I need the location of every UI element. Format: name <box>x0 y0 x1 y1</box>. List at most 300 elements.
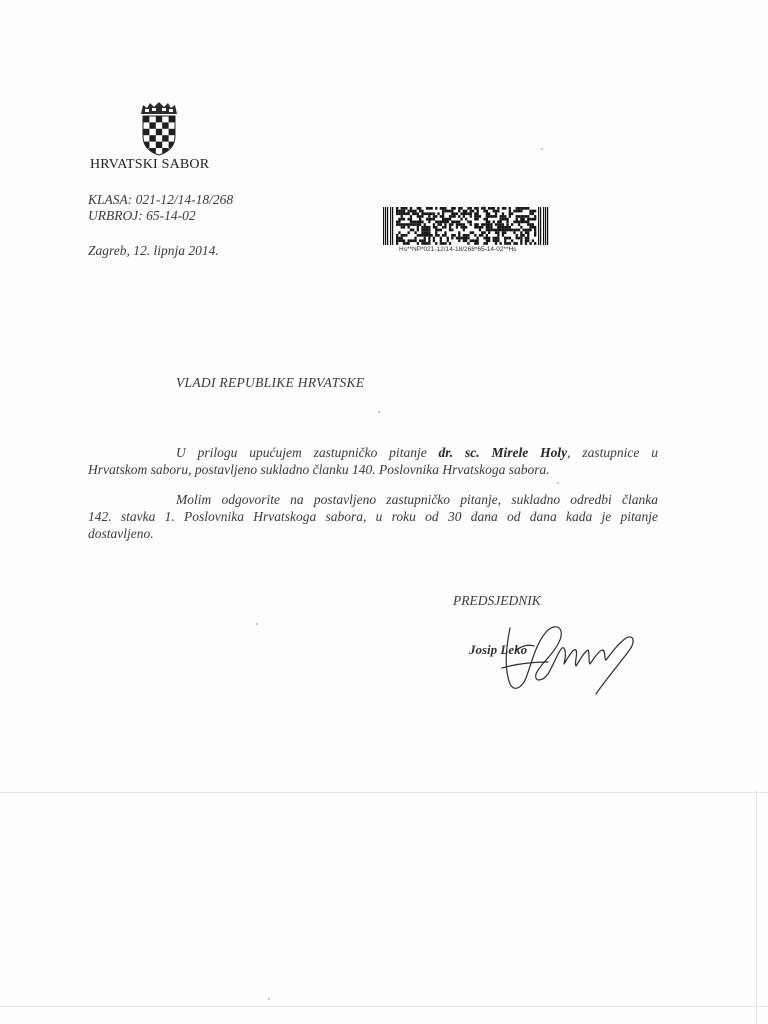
barcode-module <box>500 242 502 245</box>
barcode-module <box>454 215 456 218</box>
barcode-module <box>493 239 495 242</box>
barcode-module <box>479 234 481 237</box>
barcode-module <box>458 215 460 218</box>
barcode-module <box>424 229 426 232</box>
barcode-module <box>490 215 492 218</box>
barcode-module <box>449 215 451 218</box>
barcode-module <box>419 207 421 210</box>
barcode-module <box>414 223 416 226</box>
barcode-module <box>523 221 525 224</box>
barcode-module <box>444 218 446 221</box>
barcode-module <box>518 210 520 213</box>
barcode-module <box>444 234 446 237</box>
barcode-module <box>451 234 453 237</box>
paragraph-line <box>88 444 658 461</box>
barcode-module <box>511 239 513 242</box>
barcode-module <box>511 229 513 232</box>
barcode-module <box>477 210 479 213</box>
barcode-module <box>511 223 513 226</box>
barcode-module <box>500 229 502 232</box>
barcode-module <box>444 223 446 226</box>
barcode-module <box>408 242 410 245</box>
barcode-module <box>488 226 490 229</box>
barcode-module <box>435 229 437 232</box>
barcode-module <box>479 229 481 232</box>
barcode-module <box>518 223 520 226</box>
barcode-module <box>495 215 497 218</box>
barcode-module <box>428 212 430 215</box>
barcode-module <box>410 218 412 221</box>
barcode-module <box>513 231 515 234</box>
barcode-module <box>529 229 531 232</box>
barcode-module <box>474 223 476 226</box>
barcode-module <box>444 242 446 245</box>
barcode-module <box>424 212 426 215</box>
barcode-module <box>520 226 522 229</box>
barcode-module <box>424 239 426 242</box>
barcode-module <box>449 242 451 245</box>
barcode-module <box>419 215 421 218</box>
barcode-module <box>488 223 490 226</box>
barcode-module <box>481 231 483 234</box>
barcode-module <box>403 212 405 215</box>
barcode-module <box>488 221 490 224</box>
barcode-module <box>472 210 474 213</box>
barcode-module <box>506 226 508 229</box>
barcode-module <box>486 237 488 240</box>
barcode-module <box>451 229 453 232</box>
barcode-module <box>396 234 398 237</box>
barcode-bar <box>540 207 541 245</box>
barcode-module <box>486 210 488 213</box>
barcode-module <box>502 212 504 215</box>
barcode-module <box>532 210 534 213</box>
barcode-module <box>401 215 403 218</box>
barcode-module <box>500 221 502 224</box>
barcode-module <box>460 226 462 229</box>
barcode-module <box>502 215 504 218</box>
barcode-module <box>417 234 419 237</box>
barcode-module <box>460 237 462 240</box>
barcode-module <box>523 234 525 237</box>
barcode-module <box>502 218 504 221</box>
barcode-module <box>509 215 511 218</box>
barcode-module <box>424 223 426 226</box>
barcode-module <box>527 237 529 240</box>
barcode-module <box>525 239 527 242</box>
barcode-module <box>500 215 502 218</box>
barcode-module <box>525 215 527 218</box>
barcode-module <box>463 215 465 218</box>
barcode-module <box>497 229 499 232</box>
barcode-module <box>509 229 511 232</box>
barcode-module <box>518 215 520 218</box>
barcode-module <box>493 229 495 232</box>
barcode-module <box>495 210 497 213</box>
barcode-module <box>396 239 398 242</box>
barcode-module <box>401 234 403 237</box>
barcode-module <box>437 223 439 226</box>
barcode-module <box>488 212 490 215</box>
barcode-module <box>509 207 511 210</box>
barcode-module <box>502 226 504 229</box>
barcode-module <box>504 237 506 240</box>
barcode-module <box>405 223 407 226</box>
barcode-module <box>463 239 465 242</box>
barcode-caption: Hs**NP*021-12/14-18/268*65-14-02**Hs <box>399 246 517 253</box>
barcode-module <box>470 223 472 226</box>
barcode-module <box>470 210 472 213</box>
barcode-module <box>421 229 423 232</box>
barcode-module <box>414 239 416 242</box>
body-paragraph-2 <box>88 491 658 542</box>
barcode-module <box>410 229 412 232</box>
barcode-module <box>437 234 439 237</box>
barcode-module <box>490 207 492 210</box>
barcode-module <box>479 226 481 229</box>
body-text: , zastupnice u <box>567 445 658 460</box>
barcode-module <box>520 221 522 224</box>
barcode-module <box>502 234 504 237</box>
barcode-module <box>417 212 419 215</box>
barcode-module <box>488 237 490 240</box>
barcode-module <box>520 210 522 213</box>
barcode-module <box>398 210 400 213</box>
barcode-bar <box>392 207 393 245</box>
barcode-module <box>470 212 472 215</box>
barcode-module <box>433 215 435 218</box>
barcode-module <box>474 215 476 218</box>
barcode-module <box>502 223 504 226</box>
barcode-module <box>502 207 504 210</box>
barcode-module <box>396 210 398 213</box>
barcode-module <box>403 242 405 245</box>
barcode-module <box>444 231 446 234</box>
barcode-module <box>477 239 479 242</box>
barcode-module <box>410 239 412 242</box>
barcode-module <box>451 212 453 215</box>
barcode-module <box>414 221 416 224</box>
barcode-module <box>437 221 439 224</box>
barcode-module <box>408 212 410 215</box>
barcode-module <box>403 218 405 221</box>
barcode-module <box>477 207 479 210</box>
barcode-module <box>458 210 460 213</box>
barcode-module <box>447 218 449 221</box>
body-text: U prilogu upućujem zastupničko pitanje <box>176 445 439 460</box>
barcode-bar <box>538 207 539 245</box>
barcode-module <box>467 237 469 240</box>
barcode-module <box>405 234 407 237</box>
barcode-module <box>456 237 458 240</box>
issuer-name: HRVATSKI SABOR <box>90 157 210 172</box>
barcode-module <box>442 210 444 213</box>
barcode-module <box>520 234 522 237</box>
paragraph-line: dostavljeno. <box>88 526 154 541</box>
barcode-module <box>426 234 428 237</box>
barcode-module <box>527 239 529 242</box>
barcode-bar <box>390 207 391 245</box>
barcode-module <box>437 229 439 232</box>
barcode-module <box>527 234 529 237</box>
barcode-module <box>449 229 451 232</box>
barcode-module <box>401 237 403 240</box>
barcode-module <box>520 207 522 210</box>
barcode-module <box>525 229 527 232</box>
barcode-module <box>529 218 531 221</box>
barcode-module <box>424 234 426 237</box>
barcode-module <box>465 237 467 240</box>
barcode-bar <box>547 207 548 245</box>
barcode-module <box>481 207 483 210</box>
barcode-module <box>497 231 499 234</box>
barcode-module <box>493 207 495 210</box>
barcode-module <box>500 226 502 229</box>
barcode-module <box>500 218 502 221</box>
barcode-module <box>433 237 435 240</box>
barcode-module <box>454 212 456 215</box>
barcode-module <box>516 207 518 210</box>
barcode-module <box>408 231 410 234</box>
barcode-bar <box>385 207 386 245</box>
barcode-module <box>467 234 469 237</box>
barcode-module <box>426 226 428 229</box>
barcode-module <box>529 242 531 245</box>
barcode-module <box>509 212 511 215</box>
barcode-module <box>417 207 419 210</box>
barcode-module <box>470 215 472 218</box>
barcode-module <box>433 218 435 221</box>
barcode-module <box>419 218 421 221</box>
barcode-module <box>398 237 400 240</box>
barcode-module <box>440 215 442 218</box>
klasa-reference: KLASA: 021-12/14-18/268 <box>88 192 234 207</box>
barcode-module <box>488 215 490 218</box>
barcode-module <box>516 229 518 232</box>
barcode-module <box>421 221 423 224</box>
barcode-module <box>493 237 495 240</box>
barcode-module <box>428 221 430 224</box>
barcode-module <box>467 212 469 215</box>
barcode-module <box>426 207 428 210</box>
barcode-module <box>408 218 410 221</box>
barcode-module <box>408 226 410 229</box>
barcode-module <box>401 218 403 221</box>
barcode-module <box>495 237 497 240</box>
barcode-module <box>424 242 426 245</box>
barcode-module <box>442 212 444 215</box>
barcode-module <box>470 221 472 224</box>
barcode-module <box>474 242 476 245</box>
barcode-module <box>463 237 465 240</box>
barcode-module <box>520 242 522 245</box>
barcode-module <box>467 207 469 210</box>
barcode-module <box>451 223 453 226</box>
barcode-module <box>488 231 490 234</box>
barcode-module <box>520 215 522 218</box>
barcode-module <box>463 229 465 232</box>
scan-speck <box>557 482 559 484</box>
barcode-module <box>506 221 508 224</box>
barcode-module <box>506 223 508 226</box>
barcode-module <box>440 223 442 226</box>
barcode-module <box>424 226 426 229</box>
barcode-module <box>419 210 421 213</box>
recipient: VLADI REPUBLIKE HRVATSKE <box>176 375 365 390</box>
barcode-module <box>403 223 405 226</box>
barcode-module <box>451 207 453 210</box>
barcode-module <box>403 207 405 210</box>
barcode-module <box>417 223 419 226</box>
barcode-module <box>477 237 479 240</box>
barcode-module <box>417 229 419 232</box>
barcode-module <box>405 212 407 215</box>
barcode-module <box>516 234 518 237</box>
handwritten-signature <box>496 608 646 700</box>
barcode-module <box>426 229 428 232</box>
barcode-module <box>532 239 534 242</box>
barcode-module <box>410 207 412 210</box>
barcode-module <box>486 229 488 232</box>
barcode-module <box>447 210 449 213</box>
barcode-module <box>465 218 467 221</box>
barcode-module <box>483 231 485 234</box>
barcode-module <box>442 226 444 229</box>
barcode-module <box>518 207 520 210</box>
barcode-module <box>414 231 416 234</box>
barcode-module <box>495 212 497 215</box>
barcode-module <box>440 242 442 245</box>
barcode-module <box>440 207 442 210</box>
barcode-module <box>401 210 403 213</box>
barcode-module <box>421 212 423 215</box>
barcode-module <box>534 215 536 218</box>
barcode-module <box>463 212 465 215</box>
barcode-module <box>419 234 421 237</box>
barcode-module <box>426 218 428 221</box>
barcode-module <box>495 223 497 226</box>
barcode-module <box>458 207 460 210</box>
barcode-module <box>474 207 476 210</box>
barcode-module <box>488 229 490 232</box>
barcode-module <box>424 231 426 234</box>
barcode-module <box>426 231 428 234</box>
barcode-module <box>421 242 423 245</box>
barcode-module <box>463 210 465 213</box>
barcode-module <box>414 237 416 240</box>
barcode-module <box>534 229 536 232</box>
barcode-module <box>444 226 446 229</box>
barcode-module <box>506 242 508 245</box>
signatory-name: Josip Leko <box>469 642 528 657</box>
barcode-module <box>486 221 488 224</box>
barcode-module <box>440 229 442 232</box>
barcode-module <box>525 242 527 245</box>
barcode-module <box>486 212 488 215</box>
barcode-module <box>470 239 472 242</box>
barcode-module <box>414 210 416 213</box>
barcode-module <box>412 239 414 242</box>
barcode-module <box>403 210 405 213</box>
barcode-module <box>435 215 437 218</box>
barcode-module <box>454 207 456 210</box>
barcode-module <box>401 226 403 229</box>
barcode-module <box>460 223 462 226</box>
barcode-module <box>401 239 403 242</box>
barcode-module <box>474 226 476 229</box>
barcode-module <box>513 229 515 232</box>
barcode-module <box>481 226 483 229</box>
barcode-module <box>467 221 469 224</box>
barcode-module <box>396 237 398 240</box>
barcode-module <box>504 226 506 229</box>
barcode-module <box>467 242 469 245</box>
barcode-module <box>477 226 479 229</box>
barcode-module <box>493 215 495 218</box>
barcode-module <box>421 234 423 237</box>
barcode-module <box>417 226 419 229</box>
body-paragraph-1 <box>88 444 658 478</box>
barcode-module <box>401 212 403 215</box>
barcode-module <box>451 210 453 213</box>
barcode-module <box>520 218 522 221</box>
barcode-module <box>442 221 444 224</box>
barcode-module <box>398 218 400 221</box>
barcode-module <box>442 215 444 218</box>
barcode-module <box>497 210 499 213</box>
barcode-module <box>424 237 426 240</box>
barcode-module <box>426 242 428 245</box>
barcode-module <box>520 237 522 240</box>
barcode-module <box>465 210 467 213</box>
barcode-module <box>398 239 400 242</box>
barcode-module <box>486 226 488 229</box>
barcode-module <box>527 218 529 221</box>
barcode-module <box>509 210 511 213</box>
barcode-module <box>444 221 446 224</box>
barcode-module <box>532 223 534 226</box>
barcode-module <box>502 229 504 232</box>
barcode-module <box>428 215 430 218</box>
barcode-module <box>396 207 398 210</box>
barcode-module <box>472 239 474 242</box>
barcode-module <box>417 215 419 218</box>
barcode-module <box>497 237 499 240</box>
barcode-module <box>408 210 410 213</box>
barcode-module <box>477 218 479 221</box>
barcode-module <box>463 226 465 229</box>
barcode-module <box>513 221 515 224</box>
barcode-module <box>523 207 525 210</box>
barcode-module <box>458 221 460 224</box>
barcode-module <box>495 239 497 242</box>
barcode-module <box>447 221 449 224</box>
barcode-module <box>458 239 460 242</box>
barcode-module <box>414 212 416 215</box>
barcode-module <box>532 226 534 229</box>
barcode-module <box>516 215 518 218</box>
barcode-module <box>518 237 520 240</box>
barcode-module <box>428 231 430 234</box>
barcode-module <box>534 234 536 237</box>
barcode-module <box>412 221 414 224</box>
barcode-module <box>458 223 460 226</box>
barcode-module <box>419 223 421 226</box>
scan-speck <box>541 148 543 150</box>
barcode-module <box>472 231 474 234</box>
barcode-module <box>481 223 483 226</box>
barcode-module <box>431 212 433 215</box>
